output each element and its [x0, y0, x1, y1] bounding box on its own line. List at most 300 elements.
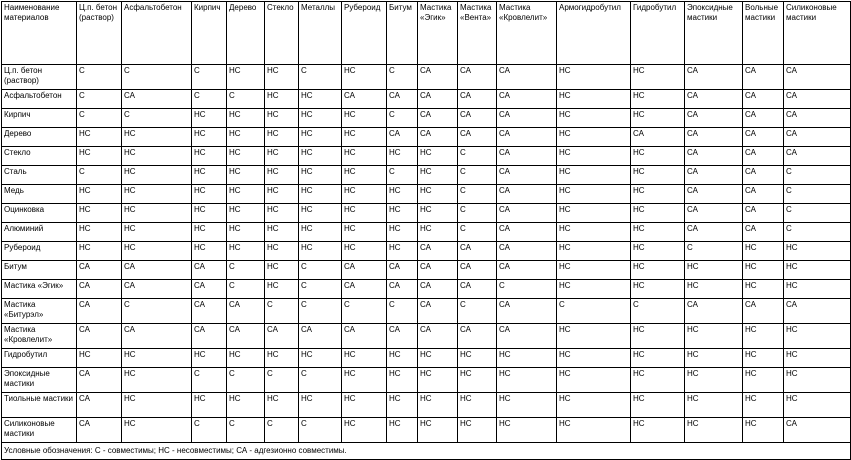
compatibility-cell: НС: [387, 349, 418, 368]
table-row: [2, 393, 851, 418]
compatibility-cell: С: [265, 368, 299, 393]
compatibility-cell: НС: [192, 128, 227, 147]
compatibility-cell: С: [122, 65, 192, 90]
compatibility-cell: С: [227, 418, 265, 443]
compatibility-cell: СА: [387, 324, 418, 349]
compatibility-cell: С: [299, 418, 342, 443]
compatibility-cell: С: [387, 166, 418, 185]
compatibility-table-container: [1, 1, 850, 455]
compatibility-cell: НС: [631, 147, 685, 166]
compatibility-cell: С: [458, 299, 497, 324]
compatibility-cell: СА: [497, 65, 557, 90]
compatibility-cell: СА: [743, 166, 784, 185]
compatibility-cell: СА: [227, 299, 265, 324]
compatibility-cell: СА: [784, 128, 851, 147]
compatibility-cell: НС: [342, 109, 387, 128]
compatibility-cell: НС: [265, 280, 299, 299]
compatibility-cell: НС: [557, 324, 631, 349]
compatibility-cell: СА: [685, 147, 743, 166]
compatibility-cell: НС: [418, 418, 458, 443]
compatibility-cell: СА: [784, 109, 851, 128]
compatibility-cell: НС: [685, 368, 743, 393]
compatibility-cell: НС: [265, 242, 299, 261]
compatibility-cell: НС: [227, 147, 265, 166]
compatibility-cell: НС: [265, 393, 299, 418]
compatibility-cell: СА: [685, 185, 743, 204]
compatibility-cell: СА: [784, 90, 851, 109]
compatibility-cell: НС: [122, 185, 192, 204]
compatibility-cell: СА: [784, 147, 851, 166]
compatibility-cell: НС: [227, 185, 265, 204]
table-row: [2, 204, 851, 223]
compatibility-cell: С: [77, 109, 122, 128]
compatibility-cell: НС: [342, 393, 387, 418]
compatibility-cell: СА: [77, 299, 122, 324]
compatibility-cell: НС: [557, 166, 631, 185]
column-header: Битум: [387, 2, 418, 65]
compatibility-cell: СА: [743, 223, 784, 242]
compatibility-cell: СА: [458, 128, 497, 147]
compatibility-cell: СА: [418, 324, 458, 349]
compatibility-cell: С: [784, 185, 851, 204]
compatibility-cell: НС: [122, 418, 192, 443]
compatibility-cell: СА: [458, 280, 497, 299]
compatibility-cell: НС: [77, 147, 122, 166]
compatibility-cell: НС: [557, 147, 631, 166]
column-header: Гидробутил: [631, 2, 685, 65]
compatibility-cell: НС: [265, 166, 299, 185]
compatibility-cell: НС: [227, 128, 265, 147]
table-row: [2, 368, 851, 393]
compatibility-cell: НС: [497, 393, 557, 418]
compatibility-cell: СА: [192, 280, 227, 299]
table-row: [2, 109, 851, 128]
compatibility-cell: С: [227, 280, 265, 299]
compatibility-cell: НС: [342, 349, 387, 368]
compatibility-cell: С: [265, 299, 299, 324]
compatibility-cell: НС: [192, 223, 227, 242]
table-row: [2, 185, 851, 204]
compatibility-cell: НС: [227, 349, 265, 368]
compatibility-cell: С: [299, 280, 342, 299]
table-row: [2, 128, 851, 147]
compatibility-cell: НС: [631, 280, 685, 299]
compatibility-cell: С: [557, 299, 631, 324]
compatibility-cell: НС: [631, 90, 685, 109]
compatibility-cell: НС: [265, 65, 299, 90]
compatibility-cell: НС: [418, 166, 458, 185]
compatibility-cell: СА: [122, 280, 192, 299]
compatibility-cell: НС: [784, 242, 851, 261]
compatibility-cell: СА: [418, 280, 458, 299]
compatibility-cell: НС: [418, 147, 458, 166]
compatibility-cell: НС: [122, 147, 192, 166]
row-material-name: Тиольные мастики: [2, 393, 77, 418]
table-row: [2, 299, 851, 324]
compatibility-cell: НС: [122, 393, 192, 418]
compatibility-cell: СА: [743, 299, 784, 324]
compatibility-cell: НС: [387, 147, 418, 166]
compatibility-cell: СА: [227, 324, 265, 349]
compatibility-cell: СА: [497, 147, 557, 166]
compatibility-cell: НС: [299, 204, 342, 223]
compatibility-cell: СА: [458, 65, 497, 90]
compatibility-cell: С: [192, 418, 227, 443]
compatibility-cell: НС: [122, 128, 192, 147]
compatibility-cell: НС: [192, 242, 227, 261]
compatibility-cell: НС: [299, 185, 342, 204]
compatibility-cell: СА: [458, 90, 497, 109]
compatibility-cell: НС: [192, 166, 227, 185]
compatibility-cell: НС: [743, 418, 784, 443]
compatibility-cell: НС: [342, 223, 387, 242]
compatibility-cell: СА: [418, 109, 458, 128]
compatibility-cell: НС: [77, 128, 122, 147]
compatibility-cell: НС: [631, 109, 685, 128]
compatibility-cell: СА: [743, 147, 784, 166]
compatibility-cell: НС: [631, 223, 685, 242]
compatibility-cell: НС: [299, 393, 342, 418]
compatibility-cell: НС: [122, 166, 192, 185]
compatibility-cell: С: [192, 368, 227, 393]
compatibility-cell: С: [122, 299, 192, 324]
column-header: Мастика «Вента»: [458, 2, 497, 65]
compatibility-cell: НС: [265, 223, 299, 242]
compatibility-cell: НС: [265, 204, 299, 223]
compatibility-cell: НС: [192, 185, 227, 204]
compatibility-cell: НС: [192, 349, 227, 368]
table-row: [2, 349, 851, 368]
compatibility-cell: НС: [631, 324, 685, 349]
compatibility-cell: НС: [685, 418, 743, 443]
compatibility-cell: СА: [497, 324, 557, 349]
compatibility-cell: НС: [342, 368, 387, 393]
compatibility-cell: СА: [77, 261, 122, 280]
compatibility-cell: С: [299, 299, 342, 324]
table-body: [2, 65, 851, 443]
compatibility-cell: НС: [743, 261, 784, 280]
compatibility-cell: СА: [418, 299, 458, 324]
compatibility-cell: СА: [342, 90, 387, 109]
compatibility-cell: С: [497, 280, 557, 299]
row-material-name: Сталь: [2, 166, 77, 185]
compatibility-cell: НС: [387, 242, 418, 261]
compatibility-cell: НС: [685, 393, 743, 418]
compatibility-cell: НС: [265, 185, 299, 204]
legend-text: Условные обозначения: С - совместимы; НС - несовместимы; СА - адгезионно совместимы.: [2, 443, 851, 460]
compatibility-cell: СА: [685, 223, 743, 242]
column-header: Кирпич: [192, 2, 227, 65]
compatibility-cell: С: [631, 299, 685, 324]
legend-row: [2, 443, 851, 460]
compatibility-cell: СА: [418, 65, 458, 90]
compatibility-cell: НС: [497, 368, 557, 393]
compatibility-cell: НС: [557, 261, 631, 280]
compatibility-cell: СА: [299, 324, 342, 349]
compatibility-cell: СА: [342, 280, 387, 299]
compatibility-cell: НС: [458, 418, 497, 443]
row-material-name: Мастика «Эгик»: [2, 280, 77, 299]
compatibility-cell: НС: [557, 185, 631, 204]
compatibility-cell: НС: [458, 349, 497, 368]
row-material-name: Эпоксидные мастики: [2, 368, 77, 393]
compatibility-cell: НС: [743, 368, 784, 393]
table-row: [2, 261, 851, 280]
compatibility-cell: СА: [497, 204, 557, 223]
column-header: Силиконовые мастики: [784, 2, 851, 65]
compatibility-cell: С: [122, 109, 192, 128]
compatibility-cell: НС: [685, 280, 743, 299]
compatibility-cell: НС: [299, 128, 342, 147]
compatibility-cell: СА: [743, 65, 784, 90]
compatibility-cell: НС: [685, 261, 743, 280]
compatibility-cell: НС: [122, 223, 192, 242]
column-header: Мастика «Эгик»: [418, 2, 458, 65]
column-header: Стекло: [265, 2, 299, 65]
compatibility-cell: НС: [557, 393, 631, 418]
column-header: Мастика «Кровлелит»: [497, 2, 557, 65]
compatibility-cell: НС: [342, 166, 387, 185]
table-row: [2, 324, 851, 349]
compatibility-cell: С: [784, 166, 851, 185]
column-header: Металлы: [299, 2, 342, 65]
compatibility-cell: С: [387, 109, 418, 128]
compatibility-cell: НС: [743, 349, 784, 368]
compatibility-cell: СА: [192, 299, 227, 324]
compatibility-cell: НС: [77, 185, 122, 204]
compatibility-cell: СА: [743, 109, 784, 128]
compatibility-cell: НС: [458, 393, 497, 418]
column-header: Вольные мастики: [743, 2, 784, 65]
compatibility-cell: НС: [631, 393, 685, 418]
compatibility-cell: СА: [743, 128, 784, 147]
compatibility-cell: НС: [387, 368, 418, 393]
column-header: Эпоксидные мастики: [685, 2, 743, 65]
compatibility-cell: НС: [784, 261, 851, 280]
compatibility-cell: С: [458, 147, 497, 166]
compatibility-cell: НС: [497, 418, 557, 443]
compatibility-cell: СА: [685, 90, 743, 109]
compatibility-cell: СА: [497, 90, 557, 109]
header-row: [2, 2, 851, 65]
compatibility-cell: СА: [342, 324, 387, 349]
compatibility-cell: С: [77, 65, 122, 90]
compatibility-cell: С: [192, 65, 227, 90]
compatibility-cell: НС: [265, 147, 299, 166]
compatibility-cell: НС: [77, 204, 122, 223]
compatibility-cell: С: [458, 166, 497, 185]
compatibility-cell: НС: [418, 349, 458, 368]
compatibility-cell: СА: [497, 223, 557, 242]
compatibility-cell: НС: [227, 65, 265, 90]
compatibility-cell: СА: [685, 109, 743, 128]
compatibility-cell: СА: [122, 324, 192, 349]
compatibility-cell: СА: [192, 324, 227, 349]
compatibility-cell: НС: [299, 223, 342, 242]
compatibility-table: [1, 1, 851, 460]
compatibility-cell: С: [342, 299, 387, 324]
compatibility-cell: СА: [743, 185, 784, 204]
compatibility-cell: НС: [342, 242, 387, 261]
table-row: [2, 147, 851, 166]
compatibility-cell: НС: [387, 185, 418, 204]
compatibility-cell: НС: [387, 418, 418, 443]
compatibility-cell: НС: [784, 368, 851, 393]
row-material-name: Мастика «Кровлелит»: [2, 324, 77, 349]
row-material-name: Рубероид: [2, 242, 77, 261]
compatibility-cell: НС: [557, 128, 631, 147]
compatibility-cell: НС: [784, 349, 851, 368]
compatibility-cell: НС: [227, 204, 265, 223]
compatibility-cell: СА: [418, 261, 458, 280]
compatibility-cell: НС: [342, 185, 387, 204]
compatibility-cell: СА: [387, 261, 418, 280]
compatibility-cell: НС: [557, 109, 631, 128]
compatibility-cell: НС: [557, 223, 631, 242]
compatibility-cell: СА: [685, 166, 743, 185]
row-material-name: Стекло: [2, 147, 77, 166]
compatibility-cell: СА: [685, 128, 743, 147]
compatibility-cell: СА: [685, 204, 743, 223]
compatibility-cell: С: [299, 368, 342, 393]
compatibility-cell: НС: [743, 280, 784, 299]
compatibility-cell: НС: [418, 223, 458, 242]
compatibility-cell: СА: [685, 299, 743, 324]
compatibility-cell: С: [192, 90, 227, 109]
compatibility-cell: НС: [418, 368, 458, 393]
compatibility-cell: НС: [122, 349, 192, 368]
compatibility-cell: НС: [299, 90, 342, 109]
compatibility-cell: СА: [743, 204, 784, 223]
compatibility-cell: С: [458, 204, 497, 223]
row-material-name: Оцинковка: [2, 204, 77, 223]
compatibility-cell: СА: [497, 109, 557, 128]
compatibility-cell: СА: [784, 65, 851, 90]
column-header: Армогидробутил: [557, 2, 631, 65]
compatibility-cell: НС: [631, 166, 685, 185]
compatibility-cell: НС: [299, 349, 342, 368]
compatibility-cell: СА: [458, 324, 497, 349]
compatibility-cell: СА: [77, 418, 122, 443]
compatibility-cell: СА: [497, 261, 557, 280]
compatibility-cell: НС: [631, 418, 685, 443]
compatibility-cell: НС: [631, 242, 685, 261]
compatibility-cell: С: [685, 242, 743, 261]
compatibility-cell: СА: [418, 128, 458, 147]
compatibility-cell: С: [265, 418, 299, 443]
compatibility-cell: НС: [299, 166, 342, 185]
compatibility-cell: СА: [497, 242, 557, 261]
compatibility-cell: НС: [77, 242, 122, 261]
compatibility-cell: СА: [743, 90, 784, 109]
compatibility-cell: НС: [122, 204, 192, 223]
compatibility-cell: С: [227, 368, 265, 393]
table-row: [2, 65, 851, 90]
table-row: [2, 418, 851, 443]
column-header: Рубероид: [342, 2, 387, 65]
compatibility-cell: С: [458, 185, 497, 204]
compatibility-cell: С: [784, 204, 851, 223]
compatibility-cell: СА: [497, 128, 557, 147]
compatibility-cell: НС: [387, 393, 418, 418]
row-material-name: Битум: [2, 261, 77, 280]
compatibility-cell: НС: [743, 393, 784, 418]
compatibility-cell: НС: [192, 204, 227, 223]
compatibility-cell: НС: [557, 368, 631, 393]
compatibility-cell: НС: [631, 204, 685, 223]
compatibility-cell: НС: [784, 324, 851, 349]
compatibility-cell: СА: [497, 185, 557, 204]
compatibility-cell: СА: [77, 280, 122, 299]
compatibility-cell: С: [77, 166, 122, 185]
compatibility-cell: НС: [342, 147, 387, 166]
compatibility-cell: НС: [77, 223, 122, 242]
compatibility-cell: СА: [192, 261, 227, 280]
compatibility-cell: НС: [122, 242, 192, 261]
row-material-name: Асфальтобетон: [2, 90, 77, 109]
compatibility-cell: НС: [342, 204, 387, 223]
compatibility-cell: НС: [631, 65, 685, 90]
compatibility-cell: СА: [418, 242, 458, 261]
compatibility-cell: НС: [784, 280, 851, 299]
compatibility-cell: СА: [387, 280, 418, 299]
compatibility-cell: НС: [685, 324, 743, 349]
compatibility-cell: НС: [227, 242, 265, 261]
compatibility-cell: НС: [342, 418, 387, 443]
compatibility-cell: СА: [387, 90, 418, 109]
compatibility-cell: НС: [122, 368, 192, 393]
compatibility-cell: С: [227, 261, 265, 280]
compatibility-cell: НС: [418, 204, 458, 223]
compatibility-cell: НС: [631, 368, 685, 393]
compatibility-cell: С: [299, 65, 342, 90]
compatibility-cell: СА: [497, 166, 557, 185]
table-row: [2, 223, 851, 242]
compatibility-cell: НС: [227, 166, 265, 185]
compatibility-cell: НС: [743, 324, 784, 349]
compatibility-cell: НС: [265, 109, 299, 128]
compatibility-cell: НС: [631, 185, 685, 204]
compatibility-cell: С: [387, 65, 418, 90]
compatibility-cell: СА: [784, 299, 851, 324]
row-material-name: Гидробутил: [2, 349, 77, 368]
compatibility-cell: НС: [265, 90, 299, 109]
compatibility-cell: НС: [387, 204, 418, 223]
row-material-name: Силиконовые мастики: [2, 418, 77, 443]
compatibility-cell: СА: [77, 368, 122, 393]
compatibility-cell: НС: [784, 393, 851, 418]
compatibility-cell: НС: [227, 223, 265, 242]
compatibility-cell: НС: [557, 418, 631, 443]
compatibility-cell: НС: [557, 349, 631, 368]
compatibility-cell: С: [458, 223, 497, 242]
compatibility-cell: С: [387, 299, 418, 324]
compatibility-cell: СА: [418, 90, 458, 109]
table-row: [2, 280, 851, 299]
compatibility-cell: СА: [458, 109, 497, 128]
compatibility-cell: НС: [265, 349, 299, 368]
compatibility-cell: НС: [299, 242, 342, 261]
table-row: [2, 166, 851, 185]
corner-header: Наименование материалов: [2, 2, 77, 65]
compatibility-cell: НС: [458, 368, 497, 393]
compatibility-cell: НС: [418, 393, 458, 418]
row-material-name: Алюминий: [2, 223, 77, 242]
compatibility-cell: НС: [227, 109, 265, 128]
table-row: [2, 242, 851, 261]
compatibility-cell: С: [77, 90, 122, 109]
compatibility-cell: НС: [557, 242, 631, 261]
